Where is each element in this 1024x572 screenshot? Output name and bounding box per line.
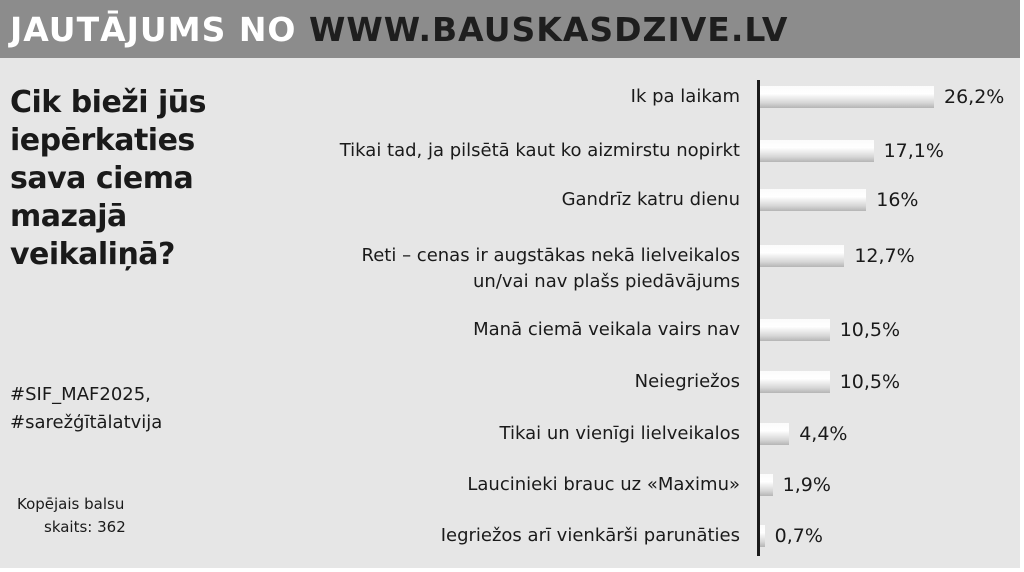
category-label-line: Manā ciemā veikala vairs nav <box>473 319 740 340</box>
question-line: Cik bieži jūs <box>10 85 206 120</box>
value-label: 0,7% <box>774 525 823 547</box>
header-title-site: WWW.BAUSKASDZIVE.LV <box>308 10 789 49</box>
header-title <box>10 10 788 50</box>
category-label <box>270 472 740 498</box>
value-label: 10,5% <box>839 319 901 341</box>
value-label: 16% <box>876 189 919 211</box>
bar <box>760 189 866 211</box>
category-label-line: un/vai nav plašs piedāvājums <box>473 271 740 292</box>
category-label-line: Neiegriežos <box>634 371 740 392</box>
category-label <box>270 317 740 343</box>
value-label: 10,5% <box>839 371 901 393</box>
header-title-prefix: JAUTĀJUMS NO <box>10 10 309 49</box>
header-bar <box>0 0 1020 58</box>
value-label: 1,9% <box>782 474 831 496</box>
category-label <box>270 243 740 295</box>
hashtag-sif: #SIF_MAF2025, <box>10 384 151 405</box>
value-label: 12,7% <box>854 245 915 267</box>
bar <box>760 140 874 162</box>
category-label <box>270 138 740 164</box>
total-votes-label: Kopējais balsu <box>17 495 125 513</box>
category-label-line: Iegriežos arī vienkārši parunāties <box>440 525 740 546</box>
category-label <box>270 421 740 447</box>
category-label-line: Tikai tad, ja pilsētā kaut ko aizmirstu nopirkt <box>339 140 740 161</box>
question-line: sava ciema <box>10 161 194 196</box>
category-label-line: Ik pa laikam <box>630 86 740 107</box>
value-label: 17,1% <box>883 140 944 162</box>
category-label <box>270 187 740 213</box>
category-label-line: Tikai un vienīgi lielveikalos <box>499 423 740 444</box>
bar <box>760 371 830 393</box>
category-label-line: Laucinieki brauc uz «Maximu» <box>467 474 740 495</box>
bar <box>760 86 934 108</box>
question-line: iepērkaties <box>10 123 195 158</box>
category-label <box>270 84 740 110</box>
category-label <box>270 369 740 395</box>
value-label: 4,4% <box>799 423 848 445</box>
bar <box>760 245 844 267</box>
hashtag-sarezgita: #sarežģītālatvija <box>10 412 163 433</box>
total-votes-count: skaits: 362 <box>44 518 126 536</box>
question-title <box>10 84 230 274</box>
category-label <box>270 523 740 549</box>
category-label-line: Reti – cenas ir augstākas nekā lielveikalos <box>361 245 740 266</box>
question-line: veikaliņā? <box>10 237 175 272</box>
bar <box>760 423 789 445</box>
bar <box>760 474 773 496</box>
bar <box>760 525 765 547</box>
bar <box>760 319 830 341</box>
category-label-line: Gandrīz katru dienu <box>561 189 740 210</box>
value-label: 26,2% <box>944 86 1005 108</box>
question-line: mazajā <box>10 199 127 234</box>
